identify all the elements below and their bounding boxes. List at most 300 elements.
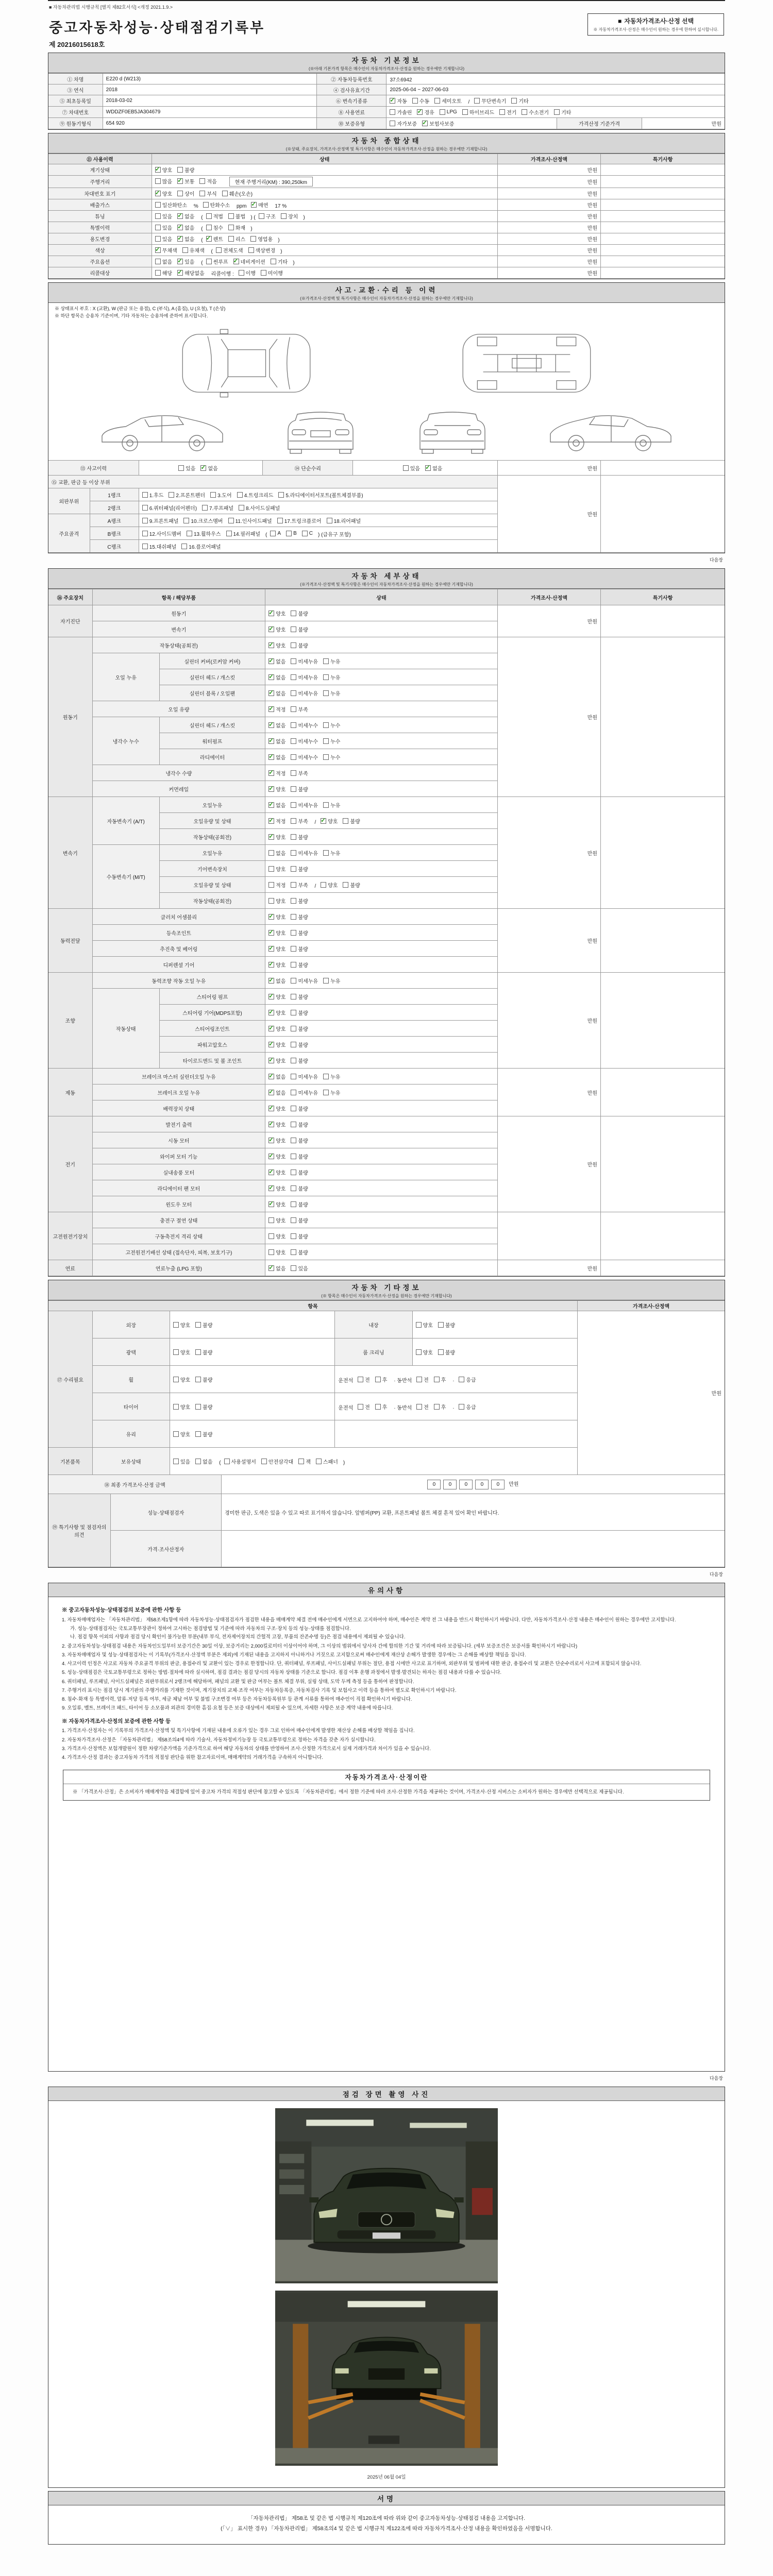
checkbox-양호[interactable]: 양호 — [416, 1321, 433, 1329]
unchecked-box-icon — [155, 270, 161, 276]
text-cell: 오일 누유 — [92, 653, 159, 701]
checkbox-양호[interactable]: ✓ 양호 — [268, 1009, 285, 1016]
checkbox-없음[interactable]: ✓ 없음 — [268, 737, 285, 745]
notice-item: 9. 오일류, 벨트, 브레이크 패드, 타이어 등 소모품과 외관의 경미한 흠집·요철 등은 보증 대상에서 제외될 수 있으며, 자세한 사항은 보증 계약 내용에 따릅니다. — [62, 1705, 393, 1711]
checkbox-9.프론트패널[interactable]: 9.프론트패널 — [142, 517, 179, 524]
checkbox-누유[interactable]: 누유 — [323, 657, 340, 665]
checkbox-LPG[interactable]: LPG — [440, 109, 457, 115]
checkbox-잭[interactable]: 잭 — [298, 1458, 311, 1465]
text-cell: 가격조사·산정액 — [578, 1301, 725, 1311]
checkbox-불량[interactable]: 불량 — [291, 1248, 308, 1256]
checkbox-불량[interactable]: 불량 — [291, 993, 308, 1001]
text-cell: 만원 — [497, 256, 600, 267]
checkbox-있음[interactable]: 있음 — [155, 235, 172, 243]
checkbox-자가보증[interactable]: 자가보증 — [390, 120, 417, 127]
checked-box-icon — [233, 259, 239, 264]
checkbox-적음[interactable]: 적음 — [199, 177, 216, 185]
checkbox-양호[interactable]: ✓ 양호 — [268, 1121, 285, 1128]
checkbox-미세누유[interactable]: 미세누유 — [291, 689, 318, 697]
checkbox-구조[interactable]: 구조 — [259, 212, 276, 220]
checkbox-10.크로스멤버[interactable]: 10.크로스멤버 — [183, 517, 223, 524]
checkbox-양호[interactable]: ✓ 양호 — [268, 913, 285, 921]
checkbox-수소전기[interactable]: 수소전기 — [522, 108, 549, 116]
checked-box-icon — [268, 978, 274, 984]
checkbox-응급[interactable]: 응급 — [459, 1376, 476, 1383]
checkbox-양호[interactable]: ✓ 양호 — [268, 1057, 285, 1064]
unchecked-box-icon — [291, 962, 296, 968]
unchecked-box-icon — [358, 1404, 363, 1410]
checkbox-16.플로어패널[interactable]: 16.플로어패널 — [181, 543, 221, 550]
checkbox-있음[interactable]: ✓ 있음 — [177, 258, 194, 265]
checkbox-세미오토[interactable]: 세미오토 — [434, 97, 462, 105]
unchecked-box-icon — [343, 882, 348, 888]
unchecked-box-icon — [291, 978, 296, 984]
checkbox-양호[interactable]: ✓ 양호 — [155, 190, 172, 197]
checkbox-불량[interactable]: 불량 — [291, 1041, 308, 1048]
text-cell — [601, 476, 725, 553]
checkbox-불량[interactable]: 불량 — [291, 833, 308, 841]
field-cell — [265, 717, 498, 733]
checkbox-누유[interactable]: 누유 — [323, 849, 340, 857]
checkbox-양호[interactable]: ✓ 양호 — [268, 929, 285, 937]
checkbox-있음[interactable]: 있음 — [173, 1458, 190, 1465]
checkbox-전[interactable]: 전 — [358, 1376, 370, 1383]
checkbox-미세누유[interactable]: 미세누유 — [291, 849, 318, 857]
checkbox-양호[interactable]: 양호 — [416, 1348, 433, 1356]
checkbox-적정[interactable]: ✓ 적정 — [268, 705, 285, 713]
unchecked-box-icon — [291, 690, 296, 696]
checkbox-기타[interactable]: 기타 — [271, 258, 288, 265]
checkbox-색상변경[interactable]: 색상변경 — [248, 246, 276, 254]
checkbox-후[interactable]: 후 — [434, 1403, 446, 1411]
checkbox-많음[interactable]: 많음 — [155, 177, 172, 185]
checkbox-불량[interactable]: 불량 — [291, 929, 308, 937]
checkbox-상이[interactable]: 상이 — [177, 190, 194, 197]
checkbox-보통[interactable]: ✓ 보통 — [177, 177, 194, 185]
checkbox-양호[interactable]: ✓ 양호 — [268, 1200, 285, 1208]
car-side-left-view-diagram — [91, 405, 235, 456]
accident-history-label: ⑬ 사고이력 — [48, 461, 139, 476]
accident-history-table — [48, 460, 725, 476]
field-cell — [265, 1228, 498, 1244]
checkbox-불량[interactable]: 불량 — [291, 609, 308, 617]
field-cell — [265, 1164, 498, 1180]
checkbox-불량[interactable]: 불량 — [291, 1009, 308, 1016]
checkbox-없음[interactable]: ✓ 없음 — [268, 753, 285, 761]
inspection-period-value: 2025-06-04 ~ 2027-06-03 — [386, 84, 725, 95]
checkbox-누유[interactable]: 누유 — [323, 1089, 340, 1096]
checkbox-양호[interactable]: ✓ 양호 — [268, 1184, 285, 1192]
checkbox-양호[interactable]: ✓ 양호 — [268, 1105, 285, 1112]
checkbox-썬루프[interactable]: 썬루프 — [206, 258, 228, 265]
next-page-label: 다음장 — [709, 1572, 723, 1577]
checkbox-7.루프패널[interactable]: 7.루프패널 — [202, 504, 233, 512]
checkbox-3.도어[interactable]: 3.도어 — [210, 491, 232, 499]
checkbox-미이행[interactable]: 미이행 — [261, 269, 283, 277]
checkbox-불량[interactable]: 불량 — [291, 1105, 308, 1112]
checkbox-불량[interactable]: 불량 — [291, 913, 308, 921]
checkbox-양호[interactable]: 양호 — [268, 865, 285, 873]
checkbox-양호[interactable]: 양호 — [268, 1248, 285, 1256]
checkbox-적법[interactable]: 적법 — [206, 212, 223, 220]
checkbox-렌트[interactable]: ✓ 렌트 — [206, 235, 223, 243]
unchecked-box-icon — [228, 225, 234, 230]
checkbox-후[interactable]: 후 — [375, 1376, 388, 1383]
checkbox-불량[interactable]: 불량 — [195, 1376, 212, 1383]
field-cell — [265, 909, 498, 925]
text-cell: 오일유량 및 상태 — [159, 877, 265, 893]
unchecked-box-icon — [199, 178, 205, 184]
unchecked-box-icon — [155, 236, 161, 242]
checkbox-미세누유[interactable]: 미세누유 — [291, 673, 318, 681]
text-cell: 만원 — [497, 1069, 600, 1116]
text-cell: 실린더 헤드 / 개스킷 — [159, 669, 265, 685]
unchecked-box-icon — [177, 191, 183, 196]
checkbox-불량[interactable]: 불량 — [291, 625, 308, 633]
checkbox-있음[interactable]: 있음 — [178, 464, 195, 472]
unchecked-box-icon — [416, 1377, 422, 1382]
section-inspection-photos — [48, 2087, 725, 2488]
checkbox-13.휠하우스[interactable]: 13.휠하우스 — [187, 530, 221, 537]
checkbox-양호[interactable]: ✓ 양호 — [268, 1168, 285, 1176]
checkbox-탄화수소[interactable]: 탄화수소 — [203, 201, 230, 209]
checkbox-18.리어패널[interactable]: 18.리어패널 — [327, 517, 361, 524]
checkbox-기타[interactable]: 기타 — [511, 97, 528, 105]
checkbox-장치[interactable]: 장치 — [281, 212, 298, 220]
checkbox-양호[interactable]: 양호 — [268, 1232, 285, 1240]
unchecked-box-icon — [390, 109, 395, 115]
unchecked-box-icon — [321, 882, 326, 888]
checkbox-누유[interactable]: 누유 — [323, 689, 340, 697]
checkbox-누유[interactable]: 누유 — [323, 801, 340, 809]
checkbox-양호[interactable]: ✓ 양호 — [268, 961, 285, 969]
checkbox-미세누유[interactable]: 미세누유 — [291, 1089, 318, 1096]
field-cell: 12.사이드멤버 13.휠하우스 14.필러패널 ( A B C ) (급유구 포함) — [139, 527, 497, 540]
filled-checkbox-icon[interactable]: ■ — [618, 18, 622, 25]
checkbox-없음[interactable]: ✓ 없음 — [177, 235, 194, 243]
checkbox-불량[interactable]: 불량 — [291, 1184, 308, 1192]
checkbox-불량[interactable]: 불량 — [291, 1025, 308, 1032]
checkbox-양호[interactable]: ✓ 양호 — [268, 1153, 285, 1160]
checkbox-양호[interactable]: 양호 — [173, 1430, 190, 1438]
price-survey-select-label: 자동차가격조사·산정 선택 — [624, 18, 694, 25]
text-cell: 튜닝 — [48, 211, 152, 222]
checkbox-부족[interactable]: 부족 — [291, 817, 308, 825]
checkbox-불량[interactable]: 불량 — [291, 1137, 308, 1144]
checkbox-사용설명서[interactable]: 사용설명서 — [224, 1458, 256, 1465]
checkbox-양호[interactable]: ✓ 양호 — [268, 609, 285, 617]
checkbox-해당[interactable]: 해당 — [155, 269, 172, 277]
checkbox-양호[interactable]: 양호 — [173, 1348, 190, 1356]
unchecked-box-icon — [291, 914, 296, 920]
checked-box-icon — [177, 225, 183, 230]
checkbox-누수[interactable]: 누수 — [323, 753, 340, 761]
checkbox-12.사이드멤버[interactable]: 12.사이드멤버 — [142, 530, 181, 537]
checkbox-부식[interactable]: 부식 — [199, 190, 216, 197]
unchecked-box-icon — [259, 213, 264, 219]
checkbox-없음[interactable]: ✓ 없음 — [268, 689, 285, 697]
text-cell: 만원 — [497, 461, 600, 476]
checkbox-14.필러패널[interactable]: 14.필러패널 — [226, 530, 261, 537]
checked-box-icon — [268, 1122, 274, 1127]
checkbox-양호[interactable]: ✓ 양호 — [268, 1025, 285, 1032]
unchecked-box-icon — [291, 994, 296, 999]
unchecked-box-icon — [291, 1138, 296, 1143]
checkbox-불량[interactable]: 불량 — [438, 1348, 455, 1356]
signature-body — [48, 2505, 725, 2544]
checkbox-누수[interactable]: 누수 — [323, 737, 340, 745]
checkbox-불량[interactable]: 불량 — [291, 641, 308, 649]
checkbox-불량[interactable]: 불량 — [291, 897, 308, 905]
unchecked-box-icon — [434, 1377, 440, 1382]
text-cell: 오일유량 및 상태 — [159, 813, 265, 829]
checkbox-불량[interactable]: 불량 — [291, 1232, 308, 1240]
checkbox-미세누수[interactable]: 미세누수 — [291, 721, 318, 729]
checkbox-있음[interactable]: 있음 — [155, 212, 172, 220]
checked-box-icon — [390, 98, 395, 104]
checkbox-적정[interactable]: ✓ 적정 — [268, 817, 285, 825]
checkbox-가솔린[interactable]: 가솔린 — [390, 108, 412, 116]
checkbox-훼손(오손)[interactable]: 훼손(오손) — [222, 190, 253, 197]
text-cell: 유리 — [92, 1420, 170, 1448]
unchecked-box-icon — [291, 882, 296, 888]
unchecked-box-icon — [462, 109, 468, 115]
checkbox-불량[interactable]: 불량 — [291, 865, 308, 873]
checkbox-무채색[interactable]: ✓ 무채색 — [155, 246, 177, 254]
checkbox-안전삼각대[interactable]: 안전삼각대 — [261, 1458, 293, 1465]
checkbox-C[interactable]: C — [302, 531, 313, 536]
checkbox-없음[interactable]: ✓ 없음 — [268, 977, 285, 985]
checkbox-경유[interactable]: ✓ 경유 — [417, 108, 434, 116]
checkbox-불량[interactable]: 불량 — [195, 1403, 212, 1411]
checkbox-없음[interactable]: ✓ 없음 — [268, 1264, 285, 1272]
field-cell — [170, 1420, 334, 1448]
checkbox-불량[interactable]: 불량 — [291, 961, 308, 969]
checkbox-A[interactable]: A — [270, 531, 281, 536]
checkbox-양호[interactable]: ✓ 양호 — [268, 641, 285, 649]
text-cell: 스티어링조인트 — [159, 1021, 265, 1037]
checkbox-없음[interactable]: 없음 — [195, 1458, 212, 1465]
checkbox-미세누유[interactable]: 미세누유 — [291, 657, 318, 665]
checkbox-이행[interactable]: 이행 — [239, 269, 256, 277]
checkbox-있음[interactable]: 있음 — [291, 1264, 308, 1272]
text-cell: 커먼레일 — [92, 781, 265, 797]
checkbox-양호[interactable]: 양호 — [173, 1321, 190, 1329]
checkbox-전체도색[interactable]: 전체도색 — [216, 246, 243, 254]
checkbox-양호[interactable]: 양호 — [268, 1216, 285, 1224]
unchecked-box-icon — [203, 202, 209, 208]
checkbox-후[interactable]: 후 — [375, 1403, 388, 1411]
unchecked-box-icon — [268, 898, 274, 904]
basic-info-table — [48, 73, 725, 129]
checkbox-양호[interactable]: ✓ 양호 — [268, 993, 285, 1001]
unchecked-box-icon — [323, 690, 329, 696]
unchecked-box-icon — [416, 1322, 422, 1328]
checkbox-불량[interactable]: 불량 — [291, 1121, 308, 1128]
checkbox-자동[interactable]: ✓ 자동 — [390, 97, 407, 105]
checkbox-미세누수[interactable]: 미세누수 — [291, 753, 318, 761]
checkbox-불량[interactable]: 불량 — [195, 1321, 212, 1329]
checkbox-불량[interactable]: 불량 — [291, 1168, 308, 1176]
unchecked-box-icon — [291, 642, 296, 648]
checkbox-누유[interactable]: 누유 — [323, 977, 340, 985]
checkbox-양호[interactable]: ✓ 양호 — [268, 1137, 285, 1144]
checkbox-양호[interactable]: ✓ 양호 — [268, 833, 285, 841]
checkbox-양호[interactable]: 양호 — [268, 897, 285, 905]
checkbox-불량[interactable]: 불량 — [195, 1348, 212, 1356]
checkbox-누유[interactable]: 누유 — [323, 1073, 340, 1080]
checkbox-전[interactable]: 전 — [416, 1403, 429, 1411]
field-cell — [265, 989, 498, 1005]
checkbox-없음[interactable]: ✓ 없음 — [177, 212, 194, 220]
checkbox-전기[interactable]: 전기 — [499, 108, 516, 116]
checkbox-화재[interactable]: 화재 — [228, 224, 245, 231]
field-cell: 없음 ✓ 있음 ( 썬루프 ✓ 네비게이션 기타 ) — [152, 256, 497, 267]
unchecked-box-icon — [199, 191, 205, 196]
checkbox-있음[interactable]: 있음 — [403, 464, 420, 472]
checkbox-없음[interactable]: 없음 — [268, 849, 285, 857]
checkbox-누유[interactable]: 누유 — [323, 673, 340, 681]
checkbox-적정[interactable]: ✓ 적정 — [268, 769, 285, 777]
text-cell: 파워고압호스 — [159, 1037, 265, 1053]
checkbox-17.트렁크플로어[interactable]: 17.트렁크플로어 — [277, 517, 322, 524]
checkbox-영업용[interactable]: 영업용 — [250, 235, 273, 243]
checkbox-양호[interactable]: ✓ 양호 — [268, 1041, 285, 1048]
checkbox-5.라디에이터서포트(볼트체결부품)[interactable]: 5.라디에이터서포트(볼트체결부품) — [278, 491, 363, 499]
checked-box-icon — [268, 611, 274, 616]
checkbox-네비게이션[interactable]: ✓ 네비게이션 — [233, 258, 265, 265]
checkbox-불량[interactable]: 불량 — [291, 1200, 308, 1208]
text-cell: 작동상태(공회전) — [159, 829, 265, 845]
checkbox-없음[interactable]: ✓ 없음 — [268, 801, 285, 809]
checkbox-4.트렁크리드[interactable]: 4.트렁크리드 — [237, 491, 274, 499]
checkbox-양호[interactable]: 양호 — [173, 1403, 190, 1411]
unchecked-box-icon — [390, 121, 395, 126]
checkbox-하이브리드[interactable]: 하이브리드 — [462, 108, 494, 116]
checkbox-1.후드[interactable]: 1.후드 — [142, 491, 164, 499]
unchecked-box-icon — [403, 465, 409, 471]
checkbox-일산화탄소[interactable]: 일산화탄소 — [155, 201, 187, 209]
checkbox-전[interactable]: 전 — [416, 1376, 429, 1383]
checkbox-미세누유[interactable]: 미세누유 — [291, 801, 318, 809]
text-cell: 실내송풍 모터 — [92, 1164, 265, 1180]
checkbox-없음[interactable]: 없음 — [155, 258, 172, 265]
exchange-sheetmetal-table — [48, 475, 725, 553]
damage-diagrams — [48, 319, 725, 461]
notice-item: ※ 자동차가격조사·산정의 보증에 관한 사항 등 — [62, 1718, 171, 1724]
notice-item: 2. 중고자동차성능·상태점검 내용은 자동차인도일부터 보증기간은 30일 이상, 보증거리는 2,000킬로미터 이상이어야 하며, 그 이상의 범위에서 당사자 간에 합의한 기간 및 거리에 따라 보증됩니다. (세부 보증조건은 보증서를 확인하시기 바랍니다) — [62, 1643, 578, 1649]
checkbox-불량[interactable]: 불량 — [291, 945, 308, 953]
checkbox-미세누수[interactable]: 미세누수 — [291, 737, 318, 745]
checkbox-불량[interactable]: 불량 — [291, 785, 308, 793]
checked-box-icon — [200, 465, 206, 471]
checkbox-매연[interactable]: ✓ 매연 — [251, 201, 268, 209]
checkbox-부족[interactable]: 부족 — [291, 881, 308, 889]
checkbox-B[interactable]: B — [286, 531, 297, 536]
checkbox-8.사이드실패널[interactable]: 8.사이드실패널 — [239, 504, 280, 512]
checkbox-불법[interactable]: 불법 — [228, 212, 245, 220]
checkbox-없음[interactable]: ✓ 없음 — [425, 464, 442, 472]
checkbox-누수[interactable]: 누수 — [323, 721, 340, 729]
checkbox-양호[interactable]: ✓ 양호 — [155, 166, 172, 174]
overall-condition-table — [48, 154, 725, 279]
unchecked-box-icon — [195, 1377, 201, 1382]
checkbox-침수[interactable]: 침수 — [206, 224, 223, 231]
text-cell: 실린더 헤드 / 개스킷 — [159, 717, 265, 733]
checkbox-양호[interactable]: 양호 — [321, 881, 338, 889]
checkbox-무단변속기[interactable]: 무단변속기 — [474, 97, 506, 105]
checkbox-부족[interactable]: 부족 — [291, 705, 308, 713]
checkbox-미세누유[interactable]: 미세누유 — [291, 1073, 318, 1080]
checkbox-없음[interactable]: ✓ 없음 — [200, 464, 217, 472]
unchecked-box-icon — [416, 1349, 422, 1355]
text-cell: 배출가스 — [48, 199, 152, 211]
checkbox-응급[interactable]: 응급 — [459, 1403, 476, 1411]
field-cell — [265, 845, 498, 861]
checkbox-6.쿼터패널(리어펜더)[interactable]: 6.쿼터패널(리어펜더) — [142, 504, 197, 512]
checkbox-불량[interactable]: 불량 — [438, 1321, 455, 1329]
checkbox-스패너[interactable]: 스패너 — [316, 1458, 338, 1465]
checkbox-11.인사이드패널[interactable]: 11.인사이드패널 — [228, 517, 272, 524]
checkbox-리스[interactable]: 리스 — [228, 235, 245, 243]
checkbox-불량[interactable]: 불량 — [177, 166, 194, 174]
checkbox-없음[interactable]: ✓ 없음 — [268, 673, 285, 681]
section-overall-header — [48, 133, 725, 154]
checkbox-적정[interactable]: 적정 — [268, 881, 285, 889]
text-cell: 배력장치 상태 — [92, 1100, 265, 1116]
checkbox-2.프론트펜더[interactable]: 2.프론트펜더 — [169, 491, 205, 499]
checkbox-있음[interactable]: 있음 — [155, 224, 172, 231]
unchecked-box-icon — [291, 1185, 296, 1191]
checkbox-15.대쉬패널[interactable]: 15.대쉬패널 — [142, 543, 177, 550]
text-cell — [601, 211, 725, 222]
checkbox-불량[interactable]: 불량 — [291, 1153, 308, 1160]
checkbox-없음[interactable]: ✓ 없음 — [177, 224, 194, 231]
checkbox-불량[interactable]: 불량 — [343, 817, 360, 825]
checkbox-불량[interactable]: 불량 — [343, 881, 360, 889]
checkbox-양호[interactable]: ✓ 양호 — [268, 625, 285, 633]
unchecked-box-icon — [206, 259, 212, 264]
checkbox-없음[interactable]: ✓ 없음 — [268, 721, 285, 729]
unchecked-box-icon — [224, 1459, 230, 1464]
checkbox-후[interactable]: 후 — [434, 1376, 446, 1383]
checkbox-양호[interactable]: ✓ 양호 — [268, 785, 285, 793]
checkbox-불량[interactable]: 불량 — [195, 1430, 212, 1438]
checkbox-양호[interactable]: ✓ 양호 — [268, 945, 285, 953]
checkbox-불량[interactable]: 불량 — [291, 1057, 308, 1064]
checkbox-미세누유[interactable]: 미세누유 — [291, 977, 318, 985]
checkbox-없음[interactable]: ✓ 없음 — [268, 1089, 285, 1096]
checkbox-양호[interactable]: 양호 — [173, 1376, 190, 1383]
unchecked-box-icon — [268, 1217, 274, 1223]
checkbox-수동[interactable]: 수동 — [412, 97, 429, 105]
unchecked-box-icon — [155, 259, 161, 264]
checkbox-유채색[interactable]: 유채색 — [182, 246, 205, 254]
checkbox-없음[interactable]: ✓ 없음 — [268, 657, 285, 665]
checkbox-보험사보증[interactable]: ✓ 보험사보증 — [422, 120, 454, 127]
text-cell: 만원 — [497, 1260, 600, 1276]
checkbox-없음[interactable]: ✓ 없음 — [268, 1073, 285, 1080]
checkbox-부족[interactable]: 부족 — [291, 769, 308, 777]
price-survey-select-note: ※ 자동차가격조사·산정은 매수인이 원하는 경우에 한하여 실시합니다. — [593, 27, 718, 32]
checkbox-불량[interactable]: 불량 — [291, 1216, 308, 1224]
checkbox-전[interactable]: 전 — [358, 1403, 370, 1411]
unchecked-box-icon — [195, 1322, 201, 1328]
checkbox-양호[interactable]: ✓ 양호 — [321, 817, 338, 825]
checkbox-해당없음[interactable]: ✓ 해당없음 — [177, 269, 205, 277]
checkbox-기타[interactable]: 기타 — [554, 108, 571, 116]
text-cell: 만원 — [497, 1116, 600, 1212]
